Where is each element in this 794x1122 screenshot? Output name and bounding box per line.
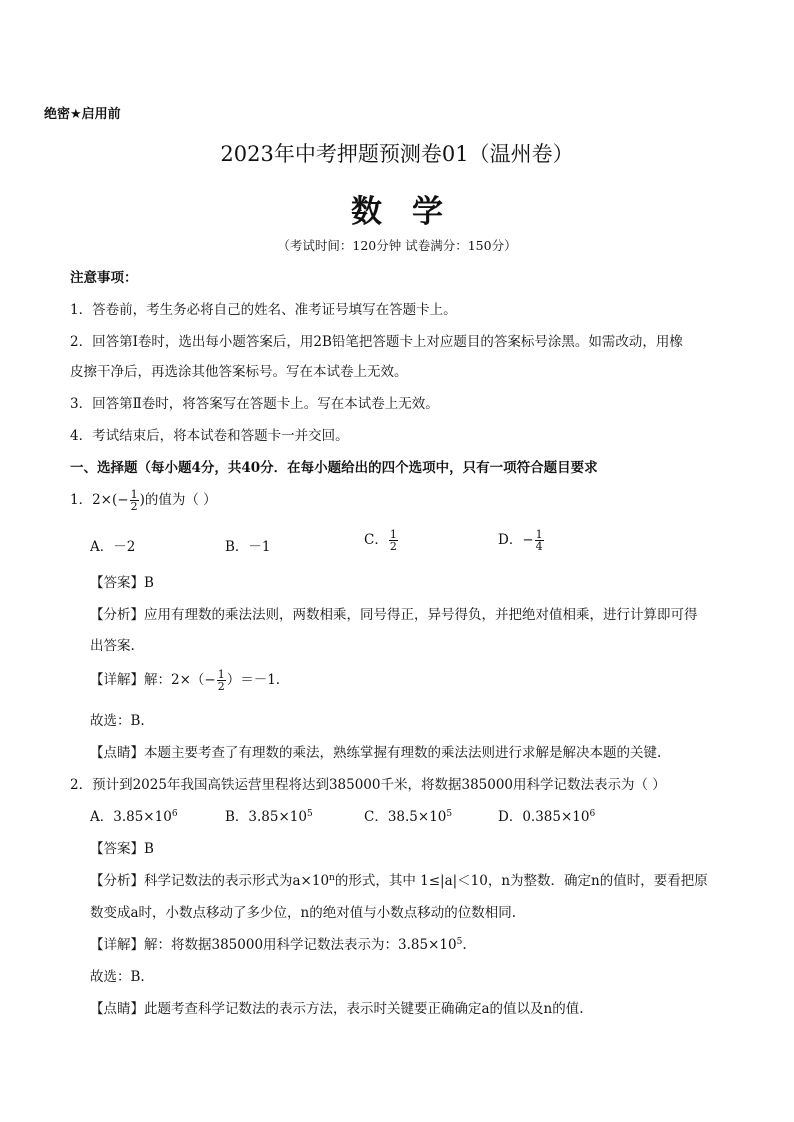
q2-detail-post: . xyxy=(462,937,467,953)
q2-analysis-line-1 xyxy=(90,869,708,889)
q2-detail-sup: 5 xyxy=(456,937,463,947)
q2-stem: 2．预计到2025年我国高铁运营里程将达到385000千米，将数据385000用科学记数法表示为（ ） xyxy=(70,777,666,793)
q2-option-c-base: C．38.5×10 xyxy=(364,809,447,825)
q1-option-d-den: 4 xyxy=(535,540,543,553)
q1-option-c-num: 1 xyxy=(389,528,397,541)
q2-option-c-exp: 5 xyxy=(446,809,453,819)
q1-option-c-fraction xyxy=(389,529,398,552)
q1-option-d xyxy=(498,528,545,552)
q1-analysis-line-2: 出答案. xyxy=(90,638,135,654)
notice-heading: 注意事项： xyxy=(70,270,138,286)
q2-option-c xyxy=(364,805,452,825)
q1-detail-pre: 【详解】解：2×（− xyxy=(90,672,216,688)
q1-option-a: A．－2 xyxy=(90,539,136,555)
q2-option-b xyxy=(225,805,313,825)
q1-stem xyxy=(70,488,217,512)
q1-option-c-label: C． xyxy=(364,532,388,548)
q2-answer: 【答案】B xyxy=(90,841,154,857)
notice-item-4: 4．考试结束后，将本试卷和答题卡一并交回。 xyxy=(70,428,349,444)
notice-item-2: 2．回答第Ⅰ卷时，选出每小题答案后，用2B铅笔把答题卡上对应题目的答案标号涂黑。如需改动，用橡 xyxy=(70,334,683,350)
q1-option-d-num: 1 xyxy=(535,528,543,541)
q2-analysis-a: 【分析】科学记数法的表示形式为 xyxy=(90,873,293,889)
notice-item-2-cont: 皮擦干净后，再选涂其他答案标号。写在本试卷上无效。 xyxy=(70,364,408,380)
q1-option-c-den: 2 xyxy=(389,540,397,553)
q1-analysis-line-1: 【分析】应用有理数的乘法法则，两数相乘，同号得正，异号得负，并把绝对值相乘，进行计算即可得 xyxy=(90,607,698,623)
q1-option-b: B．－1 xyxy=(225,539,271,555)
q2-option-d xyxy=(498,805,595,825)
q2-analysis-c: 的形式，其中 1≤|a|＜10，n为整数．确定n的值时，要看把原 xyxy=(334,873,708,889)
q1-answer: 【答案】B xyxy=(90,575,154,591)
q1-expr-pre: 2×(− xyxy=(92,492,129,508)
q2-option-b-base: B．3.85×10 xyxy=(225,809,307,825)
exam-time-info: （考试时间：120分钟 试卷满分：150分） xyxy=(277,238,517,253)
confidential-label: 绝密★启用前 xyxy=(44,107,121,122)
exam-title: 2023年中考押题预测卷01（温州卷） xyxy=(220,142,574,166)
q2-option-d-exp: 6 xyxy=(589,809,596,819)
q2-option-a-base: A．3.85×10 xyxy=(90,809,172,825)
q1-option-c xyxy=(364,528,399,552)
q2-option-a-exp: 6 xyxy=(171,809,178,819)
q1-detail-fraction xyxy=(217,669,226,692)
notice-item-1: 1．答卷前，考生务必将自己的姓名、准考证号填写在答题卡上。 xyxy=(70,302,457,318)
q1-frac-num: 1 xyxy=(130,488,138,501)
q2-choose: 故选：B. xyxy=(90,969,145,985)
q1-frac-den: 2 xyxy=(130,500,138,513)
notice-item-3: 3．回答第Ⅱ卷时，将答案写在答题卡上。写在本试卷上无效。 xyxy=(70,396,439,412)
q1-detail-num: 1 xyxy=(217,668,225,681)
q1-number: 1． xyxy=(70,492,93,508)
q2-option-b-exp: 5 xyxy=(306,809,313,819)
q1-fraction xyxy=(130,489,139,512)
q2-detail xyxy=(90,933,467,953)
q1-choose: 故选：B. xyxy=(90,713,145,729)
q1-detail-post: ）＝－1. xyxy=(226,672,281,688)
q2-option-d-base: D．0.385×10 xyxy=(498,809,590,825)
q2-analysis-b: a×10 xyxy=(292,873,330,889)
q1-expr-post: )的值为（ ） xyxy=(139,492,217,508)
section-1-heading: 一、选择题（每小题4分，共40分．在每小题给出的四个选项中，只有一项符合题目要求 xyxy=(70,460,598,476)
q1-option-d-label: D．− xyxy=(498,532,534,548)
subject-title: 数学 xyxy=(351,194,473,230)
q2-analysis-sup: n xyxy=(329,873,335,883)
q2-analysis-line-2: 数变成a时，小数点移动了多少位，n的绝对值与小数点移动的位数相同. xyxy=(90,905,517,921)
q2-detail-pre: 【详解】解：将数据385000用科学记数法表示为：3.85×10 xyxy=(90,937,457,953)
q1-comment: 【点睛】本题主要考查了有理数的乘法，熟练掌握有理数的乘法法则进行求解是解决本题的关键. xyxy=(90,745,662,761)
q2-option-a xyxy=(90,805,178,825)
q1-detail xyxy=(90,668,280,692)
q1-option-d-fraction xyxy=(535,529,544,552)
q1-detail-den: 2 xyxy=(217,680,225,693)
q2-comment: 【点睛】此题考查科学记数法的表示方法，表示时关键要正确确定a的值以及n的值. xyxy=(90,1001,584,1017)
